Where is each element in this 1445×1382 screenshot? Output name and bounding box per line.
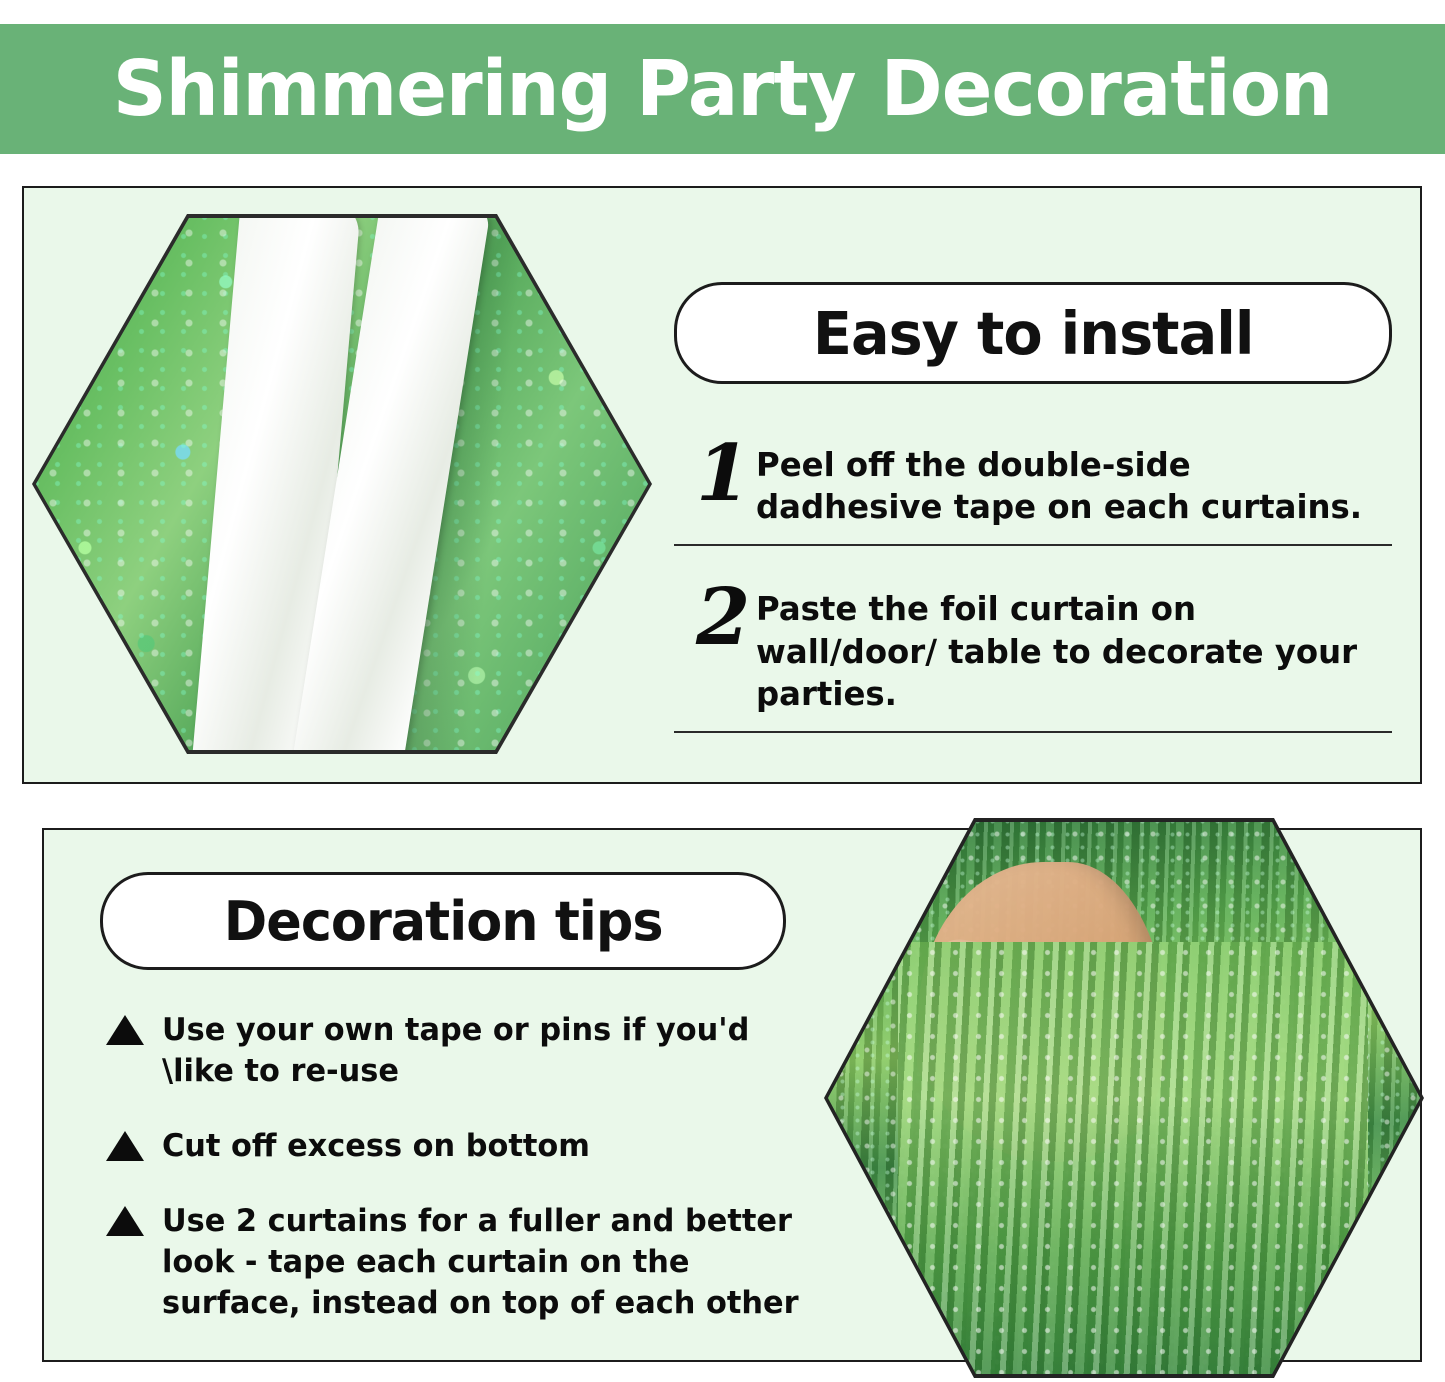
decoration-tips-title-pill xyxy=(100,872,786,970)
decoration-tips-content xyxy=(100,872,840,1357)
header-banner xyxy=(0,24,1445,154)
triangle-bullet-icon xyxy=(106,1206,144,1236)
install-step xyxy=(674,428,1392,546)
easy-to-install-section xyxy=(22,186,1422,784)
step-text: Paste the foil curtain on wall/door/ table to decorate your parties. xyxy=(756,589,1358,713)
decoration-tips-title: Decoration tips xyxy=(223,889,663,953)
decoration-tips-section xyxy=(42,828,1422,1362)
adhesive-tape-closeup-photo xyxy=(32,214,652,754)
hexagon-image-clip xyxy=(36,218,648,750)
decoration-tip-list xyxy=(100,1010,840,1323)
triangle-bullet-icon xyxy=(106,1131,144,1161)
tip-text: Use your own tape or pins if you'd \like to re-use xyxy=(162,1012,750,1089)
install-step-list xyxy=(674,428,1392,733)
list-item xyxy=(100,1201,840,1324)
tip-text: Cut off excess on bottom xyxy=(162,1127,590,1164)
step-number: 1 xyxy=(696,428,751,519)
easy-to-install-title: Easy to install xyxy=(812,298,1254,368)
install-step xyxy=(674,572,1392,733)
page-title: Shimmering Party Decoration xyxy=(112,44,1333,134)
step-number: 2 xyxy=(696,572,751,664)
install-instructions xyxy=(674,282,1392,733)
list-item xyxy=(100,1126,840,1167)
fringe-strips xyxy=(898,942,1368,1374)
hexagon-image-clip xyxy=(828,822,1420,1374)
tip-text: Use 2 curtains for a fuller and better look - tape each curtain on the surface, instead on top of each other xyxy=(162,1202,799,1321)
step-text: Peel off the double-side dadhesive tape on each curtains. xyxy=(756,445,1363,527)
easy-to-install-title-pill xyxy=(674,282,1392,384)
list-item xyxy=(100,1010,840,1092)
triangle-bullet-icon xyxy=(106,1015,144,1045)
hand-holding-curtain-photo xyxy=(824,818,1424,1378)
